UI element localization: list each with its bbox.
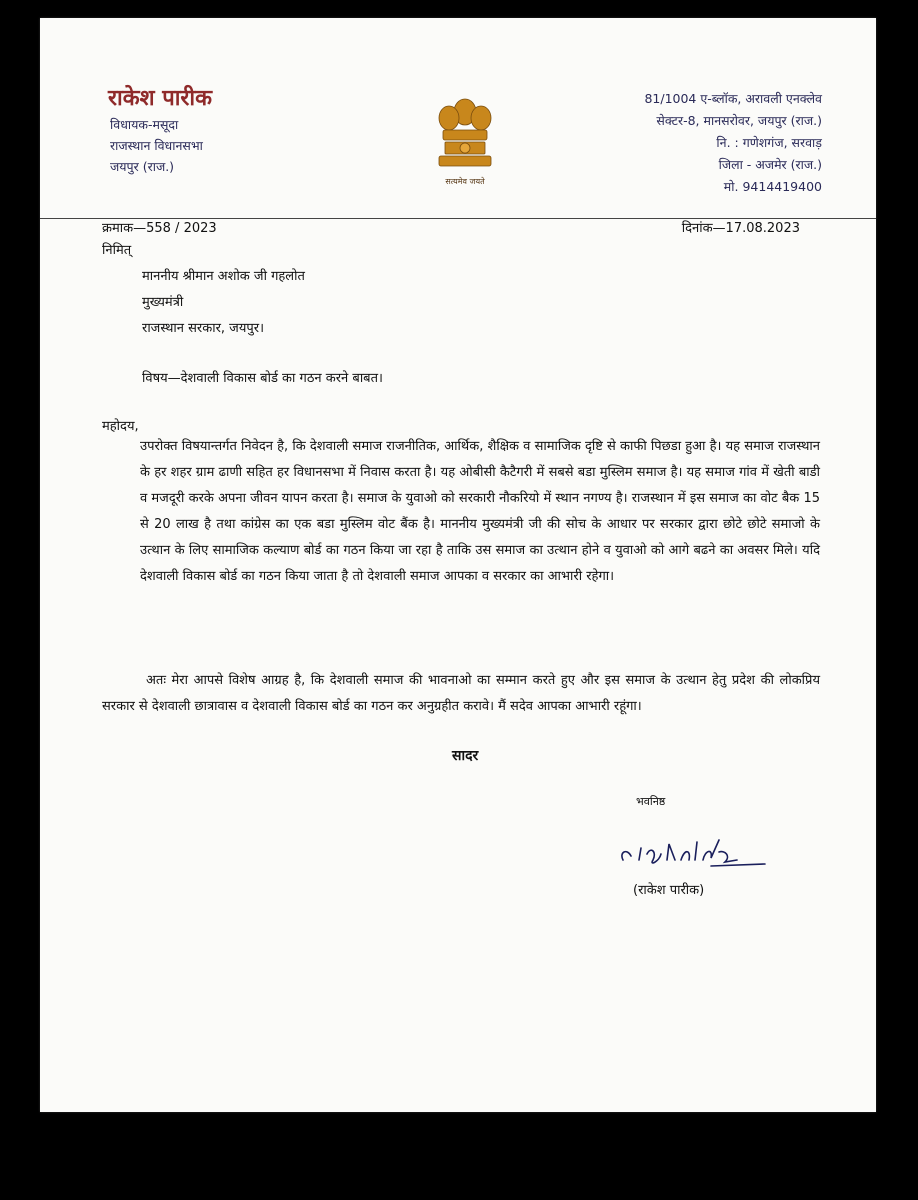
mobile-number: मो. 9414419400 bbox=[723, 179, 822, 194]
address-line-3: नि. : गणेशगंज, सरवाड़ bbox=[716, 135, 822, 150]
salutation: महोदय, bbox=[102, 419, 139, 434]
letterhead-city: जयपुर (राज.) bbox=[110, 159, 175, 174]
valediction: भवनिष्ठ bbox=[636, 795, 666, 808]
closing-word: सादर bbox=[452, 748, 479, 764]
letterhead-name: राकेश पारीक bbox=[108, 86, 212, 111]
letterhead-assembly: राजस्थान विधानसभा bbox=[110, 138, 203, 153]
signature-image bbox=[615, 826, 775, 878]
signatory-name: (राकेश पारीक) bbox=[633, 883, 705, 898]
body-paragraph-2: अतः मेरा आपसे विशेष आग्रह है, कि देशवाली समाज की भावनाओ का सम्मान करते हुए और इस समाज के उत्थान हेतु प्रदेश की लोकप्रिय सरकार से देशवाली छात्रावास व देशवाली विकास बोर्ड का गठन कर अनुग्रहीत करावे। मैं सदेव आपका आभारी रहूंगा। bbox=[102, 673, 820, 714]
address-line-2: सेक्टर-8, मानसरोवर, जयपुर (राज.) bbox=[656, 113, 822, 128]
letter-date: दिनांक—17.08.2023 bbox=[681, 221, 800, 236]
national-emblem-icon bbox=[425, 90, 505, 190]
subject-line: विषय—देशवाली विकास बोर्ड का गठन करने बाबत। bbox=[142, 371, 383, 386]
letterhead-designation: विधायक-मसूदा bbox=[110, 117, 179, 132]
reference-number: क्रमाक—558 / 2023 bbox=[102, 221, 217, 236]
recipient-line-1: माननीय श्रीमान अशोक जी गहलोत bbox=[142, 269, 305, 284]
recipient-line-2: मुख्यमंत्री bbox=[142, 295, 184, 310]
address-line-1: 81/1004 ए-ब्लॉक, अरावली एनक्लेव bbox=[644, 91, 822, 106]
emblem-motto: सत्यमेव जयते bbox=[445, 177, 485, 186]
address-line-4: जिला - अजमेर (राज.) bbox=[718, 157, 822, 172]
salutation-to: निमित् bbox=[102, 243, 132, 258]
body-paragraph-1: उपरोक्त विषयान्तर्गत निवेदन है, कि देशवाली समाज राजनीतिक, आर्थिक, शैक्षिक व सामाजिक दृष्टि से काफी पिछडा हुआ है। यह समाज राजस्थान के हर शहर ग्राम ढाणी सहित हर विधानसभा में निवास करता है। यह ओबीसी कैटैगरी में सबसे बडा मुस्लिम समाज है। यह समाज गांव में खेती बाडी व मजदूरी करके अपना जीवन यापन करता है। समाज के युवाओ को सरकारी नौकरियो में स्थान नगण्य है। राजस्थान में इस समाज का वोट बैक 15 से 20 लाख है तथा कांग्रेस का एक बडा मुस्लिम वोट बैंक है। माननीय मुख्यमंत्री जी की सोच के आधार पर सरकार द्वारा छोटे छोटे समाजो के उत्थान के लिए सामाजिक कल्याण बोर्ड का गठन किया जा रहा है ताकि उस समाज का उत्थान होने व युवाओ को आगे बढने का अवसर मिले। यदि देशवाली विकास बोर्ड का गठन किया जाता है तो देशवाली समाज आपका व सरकार का आभारी रहेगा। bbox=[140, 439, 820, 584]
letter-page bbox=[40, 18, 876, 1112]
recipient-line-3: राजस्थान सरकार, जयपुर। bbox=[142, 321, 265, 336]
